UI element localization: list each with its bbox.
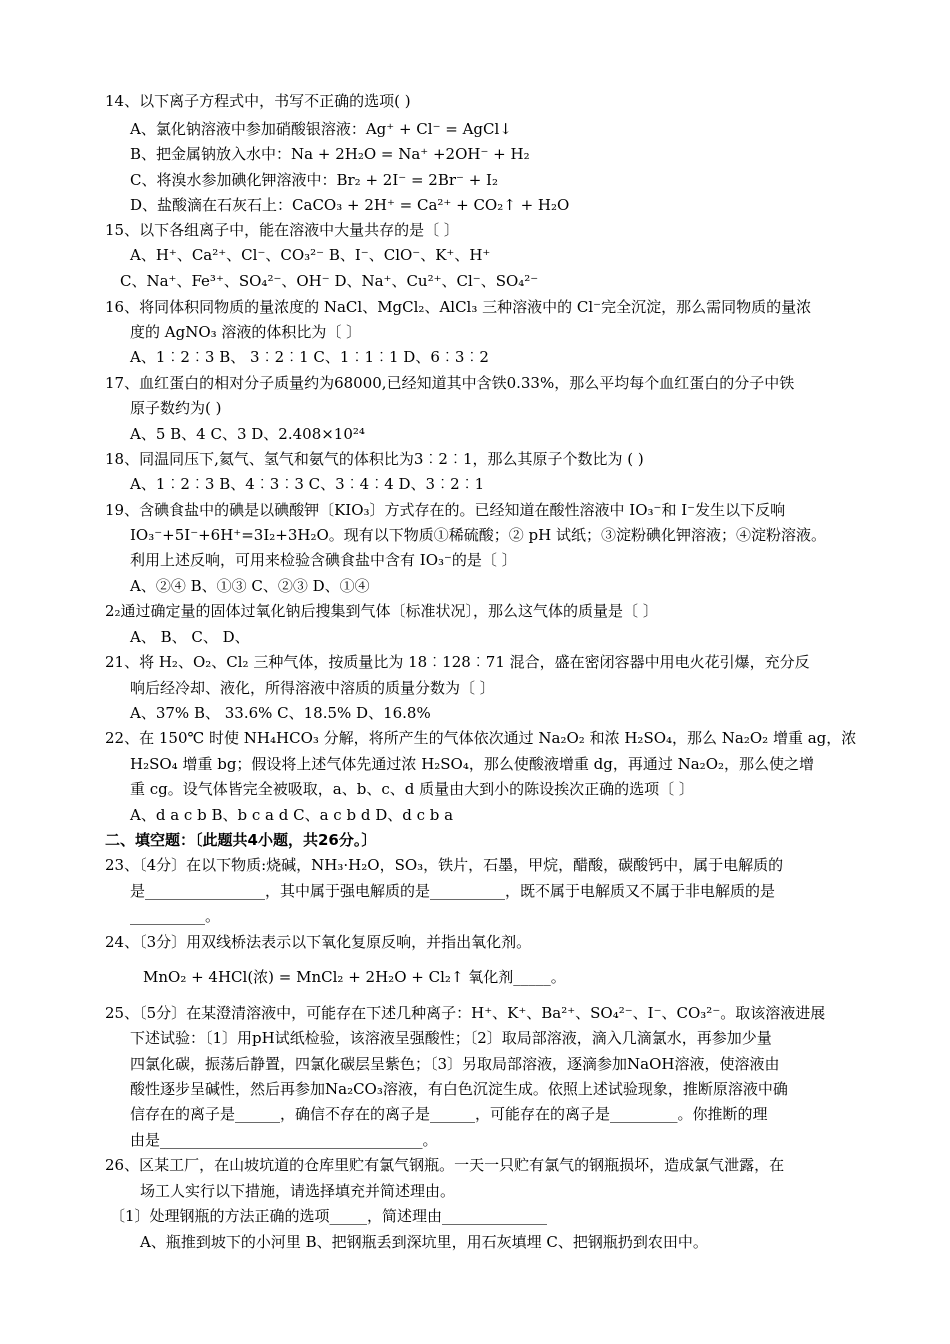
question-25-line2: 下述试验：〔1〕用pH试纸检验，该溶液呈强酸性；〔2〕取局部溶液，滴入几滴氯水，再参加少量 [130, 1029, 772, 1047]
question-23-line2: 是________________，其中属于强电解质的是__________，既不属于电解质又不属于非电解质的是 [130, 882, 776, 900]
question-25-line4: 酸性逐步呈碱性，然后再参加Na₂CO₃溶液，有白色沉淀生成。依照上述试验现象，推断原溶液中确 [130, 1080, 788, 1098]
options-26: A、瓶推到坡下的小河里 B、把钢瓶丢到深坑里，用石灰填埋 C、把钢瓶扔到农田中。 [140, 1233, 708, 1251]
question-18: 18、同温同压下,氦气、氢气和氨气的体积比为3︰2︰1，那么其原子个数比为 ( ) [105, 450, 644, 468]
question-25-line5: 信存在的离子是______，确信不存在的离子是______，可能存在的离子是_________。你推断的理 [130, 1105, 768, 1123]
question-14: 14、以下离子方程式中，书写不正确的选项( ) [105, 92, 411, 110]
question-22-line3: 重 cg。设气体皆完全被吸取，a、b、c、d 质量由大到小的陈设挨次正确的选项〔 〕 [130, 780, 694, 798]
question-16-line2: 度的 AgNO₃ 溶液的体积比为〔 〕 [130, 323, 362, 341]
question-23-line3: __________。 [130, 907, 221, 925]
question-19-line2: IO₃⁻+5I⁻+6H⁺=3I₂+3H₂O。现有以下物质①稀硫酸；② pH 试纸；③淀粉碘化钾溶液；④淀粉溶液。 [130, 526, 826, 544]
question-17-line1: 17、血红蛋白的相对分子质量约为68000,已经知道其中含铁0.33%，那么平均每个血红蛋白的分子中铁 [105, 374, 795, 392]
question-15: 15、以下各组离子中，能在溶液中大量共存的是〔 〕 [105, 221, 459, 239]
option-14c: C、将溴水参加碘化钾溶液中：Br₂ + 2I⁻ = 2Br⁻ + I₂ [130, 171, 498, 189]
option-14b: B、把金属钠放入水中：Na + 2H₂O = Na⁺ +2OH⁻ + H₂ [130, 145, 530, 163]
question-16-line1: 16、将同体积同物质的量浓度的 NaCl、MgCl₂、AlCl₃ 三种溶液中的 Cl⁻完全沉淀，那么需同物质的量浓 [105, 298, 812, 316]
option-14a: A、氯化钠溶液中参加硝酸银溶液：Ag⁺ + Cl⁻ = AgCl↓ [130, 120, 512, 138]
question-25-line3: 四氯化碳，振荡后静置，四氯化碳层呈紫色；〔3〕另取局部溶液，逐滴参加NaOH溶液，使溶液由 [130, 1055, 780, 1073]
option-14d: D、盐酸滴在石灰石上：CaCO₃ + 2H⁺ = Ca²⁺ + CO₂↑ + H₂O [130, 196, 570, 214]
options-15-ab: A、H⁺、Ca²⁺、Cl⁻、CO₃²⁻ B、I⁻、ClO⁻、K⁺、H⁺ [130, 246, 491, 264]
question-26-line2: 场工人实行以下措施，请选择填充并简述理由。 [140, 1182, 456, 1200]
options-21: A、37% B、 33.6% C、18.5% D、16.8% [130, 704, 431, 722]
question-22-line1: 22、在 150℃ 时使 NH₄HCO₃ 分解，将所产生的气体依次通过 Na₂O₂ 和浓 H₂SO₄，那么 Na₂O₂ 增重 ag，浓 [105, 729, 857, 747]
question-21-line2: 响后经冷却、液化，所得溶液中溶质的质量分数为〔 〕 [130, 679, 495, 697]
options-19: A、②④ B、①③ C、②③ D、①④ [130, 577, 370, 595]
question-23-line1: 23、〔4分〕在以下物质:烧碱，NH₃·H₂O，SO₃，铁片，石墨，甲烷，醋酸，碳酸钙中，属于电解质的 [105, 856, 784, 874]
question-26-part1: 〔1〕处理钢瓶的方法正确的选项_____，简述理由______________ [110, 1207, 548, 1225]
options-18: A、1︰2︰3 B、4︰3︰3 C、3︰4︰4 D、3︰2︰1 [130, 475, 485, 493]
equation-24: MnO₂ + 4HCl(浓) = MnCl₂ + 2H₂O + Cl₂↑ 氧化剂_____。 [143, 968, 566, 986]
question-21-line1: 21、将 H₂、O₂、Cl₂ 三种气体，按质量比为 18︰128︰71 混合，盛在密闭容器中用电火花引爆，充分反 [105, 653, 810, 671]
options-16: A、1︰2︰3 B、 3︰2︰1 C、1︰1︰1 D、6︰3︰2 [130, 348, 489, 366]
question-24: 24、〔3分〕用双线桥法表示以下氧化复原反响，并指出氧化剂。 [105, 933, 532, 951]
question-22-line2: H₂SO₄ 增重 bg；假设将上述气体先通过浓 H₂SO₄，那么使酸液增重 dg，再通过 Na₂O₂，那么使之增 [130, 755, 815, 773]
options-22: A、d a c b B、b c a d C、a c b d D、d c b a [130, 806, 454, 824]
question-17-line2: 原子数约为( ) [130, 399, 222, 417]
options-17: A、5 B、4 C、3 D、2.408×10²⁴ [130, 425, 365, 443]
question-25-line1: 25、〔5分〕在某澄清溶液中，可能存在下述几种离子：H⁺、K⁺、Ba²⁺、SO₄²⁻、I⁻、CO₃²⁻。取该溶液进展 [105, 1004, 826, 1022]
options-20: A、 B、 C、 D、 [130, 628, 250, 646]
question-20: 2₂通过确定量的固体过氧化钠后搜集到气体〔标准状况〕，那么这气体的质量是〔 〕 [105, 602, 658, 620]
question-19-line1: 19、含碘食盐中的碘是以碘酸钾〔KIO₃〕方式存在的。已经知道在酸性溶液中 IO₃⁻和 I⁻发生以下反响 [105, 501, 786, 519]
question-19-line3: 利用上述反响，可用来检验含碘食盐中含有 IO₃⁻的是〔 〕 [130, 551, 517, 569]
section-heading-fill-in: 二、填空题：〔此题共4小题，共26分。〕 [105, 831, 377, 849]
question-25-line6: 由是___________________________________。 [130, 1131, 438, 1149]
question-26-line1: 26、区某工厂，在山坡坑道的仓库里贮有氯气钢瓶。一天一只贮有氯气的钢瓶损坏，造成氯气泄露，在 [105, 1156, 785, 1174]
options-15-cd: C、Na⁺、Fe³⁺、SO₄²⁻、OH⁻ D、Na⁺、Cu²⁺、Cl⁻、SO₄²⁻ [120, 272, 539, 290]
